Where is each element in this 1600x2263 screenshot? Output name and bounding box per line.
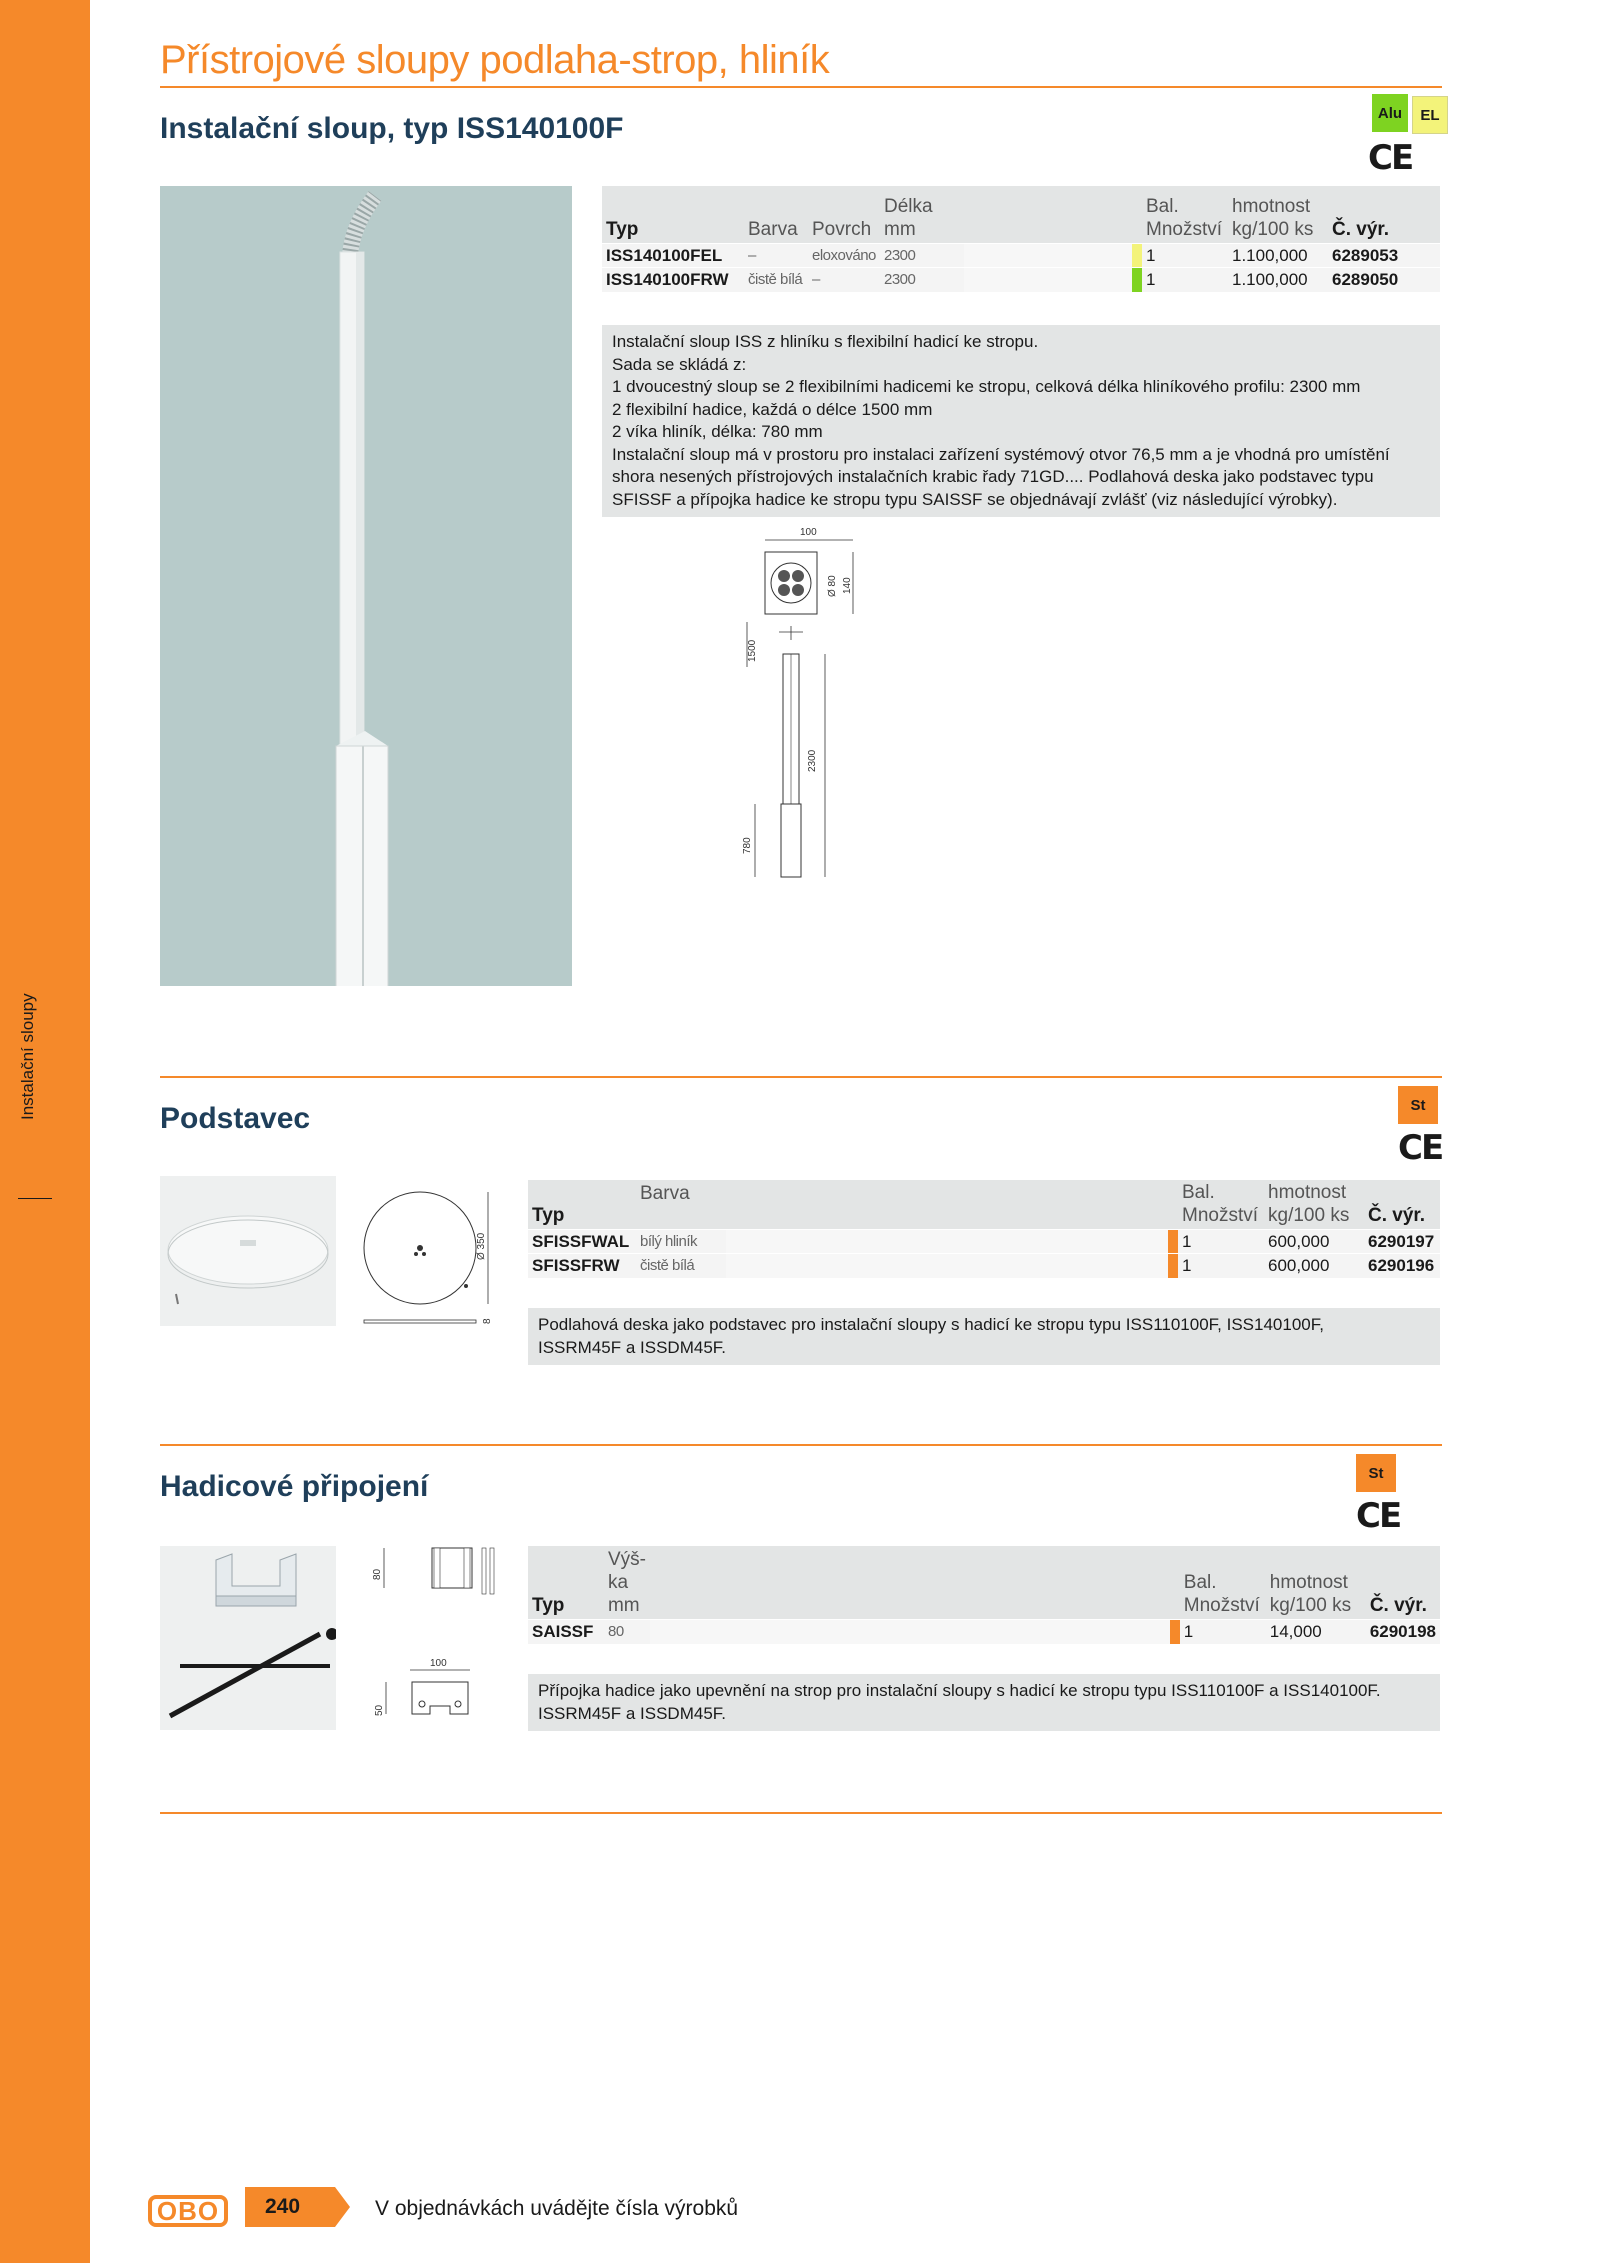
product-table-iss140100f	[602, 186, 1440, 292]
col-bal-line2: Množství	[1182, 1205, 1259, 1226]
cell-vyska: 80	[604, 1620, 650, 1644]
col-bal	[1178, 1180, 1264, 1230]
col-delka	[880, 186, 964, 244]
col-hmot-line1: hmotnost	[1268, 1182, 1347, 1203]
section-rule	[160, 1812, 1442, 1814]
col-barva: Barva	[744, 186, 808, 244]
cell-fill	[726, 1254, 1168, 1278]
description-line: Přípojka hadice jako upevnění na strop pro instalační sloupy s hadicí ke stropu typu ISS110100F a ISS140100F.	[538, 1681, 1381, 1700]
col-bal-line1: Bal.	[1182, 1182, 1215, 1203]
surface-color-mark	[1132, 268, 1142, 292]
product-photo-hose-connector	[160, 1546, 336, 1730]
material-color-mark	[1168, 1254, 1178, 1278]
cell-hmotnost: 600,000	[1264, 1230, 1364, 1254]
col-hmotnost	[1228, 186, 1328, 244]
section-rule	[160, 1444, 1442, 1446]
col-cvyr: Č. výr.	[1366, 1546, 1440, 1620]
section-title-podstavec: Podstavec	[160, 1102, 311, 1135]
dim-80: Ø 80	[827, 575, 838, 597]
cell-delka: 2300	[880, 268, 964, 292]
col-typ: Typ	[528, 1546, 604, 1620]
dim-50: 50	[374, 1704, 385, 1716]
col-barva: Barva	[636, 1180, 726, 1230]
description-line: Instalační sloup má v prostoru pro instalaci zařízení systémový otvor 76,5 mm a je vhodná pro umístění	[612, 444, 1390, 464]
description-line: 2 víka hliník, délka: 780 mm	[612, 422, 823, 441]
base-plate-illustration	[160, 1176, 336, 1326]
page-title: Přístrojové sloupy podlaha-strop, hliník	[160, 38, 830, 82]
col-hmot-line2: kg/100 ks	[1269, 1595, 1352, 1616]
cell-fill	[964, 268, 1132, 292]
description-line: 2 flexibilní hadice, každá o délce 1500 mm	[612, 399, 933, 419]
cell-cvyr: 6289050	[1328, 268, 1440, 292]
table-row	[528, 1620, 1440, 1644]
cell-barva: bílý hliník	[636, 1230, 726, 1254]
side-tick-mark	[18, 1198, 52, 1199]
sidebar-strip	[0, 0, 90, 2263]
col-hmot-line1: hmotnost	[1269, 1572, 1348, 1593]
col-fill	[726, 1180, 1168, 1230]
product-photo-column	[160, 186, 572, 986]
dim-780: 780	[742, 837, 753, 854]
hose-connector-illustration	[160, 1546, 336, 1730]
cell-typ: ISS140100FRW	[602, 268, 744, 292]
col-bal-line2: Množství	[1183, 1595, 1260, 1616]
dim-8: 8	[482, 1318, 493, 1324]
footer-note: V objednávkách uvádějte čísla výrobků	[375, 2197, 739, 2220]
description-line: ISSRM45F a ISSDM45F.	[538, 1703, 727, 1723]
cell-fill	[964, 244, 1132, 268]
col-typ: Typ	[602, 186, 744, 244]
ce-mark: CE	[1356, 1496, 1401, 1536]
col-bal	[1180, 1546, 1266, 1620]
dim-1500: 1500	[747, 639, 758, 662]
section-title-hadicove-pripojeni: Hadicové připojení	[160, 1470, 429, 1503]
col-cvyr: Č. výr.	[1364, 1180, 1440, 1230]
col-hmotnost	[1264, 1180, 1364, 1230]
description-line: 1 dvoucestný sloup se 2 flexibilními hadicemi ke stropu, celková délka hliníkového profilu: 2300 mm	[612, 377, 1361, 396]
title-rule	[160, 86, 1442, 88]
product-photo-base-plate	[160, 1176, 336, 1326]
description-line: Podlahová deska jako podstavec pro instalační sloupy s hadicí ke stropu typu ISS110100F, ISS140100F,	[538, 1315, 1324, 1334]
cell-hmotnost: 14,000	[1266, 1620, 1366, 1644]
cell-cvyr: 6290198	[1366, 1620, 1440, 1644]
product-description	[528, 1674, 1440, 1731]
col-hmot-line2: kg/100 ks	[1232, 219, 1314, 240]
cell-hmotnost: 1.100,000	[1228, 268, 1328, 292]
description-line: Sada se skládá z:	[612, 354, 747, 374]
dim-100: 100	[800, 527, 817, 538]
cell-povrch: –	[808, 268, 880, 292]
cell-typ: SFISSFRW	[528, 1254, 636, 1278]
obo-logo: OBO	[148, 2195, 228, 2227]
technical-drawing-hose-connector	[370, 1544, 500, 1744]
description-line: shora nesených přístrojových instalačních krabic řady 71GD.... Podlahová deska jako podstavec typu	[612, 467, 1374, 486]
product-table-podstavec	[528, 1180, 1440, 1278]
description-line: Instalační sloup ISS z hliníku s flexibilní hadicí ke stropu.	[612, 332, 1039, 351]
col-typ: Typ	[528, 1180, 636, 1230]
col-bal-line1: Bal.	[1183, 1572, 1217, 1593]
side-section-label: Instalační sloupy	[18, 993, 37, 1120]
cell-barva: –	[744, 244, 808, 268]
table-row	[602, 268, 1440, 292]
product-description	[528, 1308, 1440, 1365]
cell-fill	[650, 1620, 1170, 1644]
cell-typ: SFISSFWAL	[528, 1230, 636, 1254]
cell-cvyr: 6289053	[1328, 244, 1440, 268]
dim-2300: 2300	[807, 749, 818, 772]
col-mark	[1132, 186, 1142, 244]
product-description	[602, 325, 1440, 517]
cell-fill	[726, 1230, 1168, 1254]
col-vyska-line1: Výš-	[607, 1549, 646, 1570]
description-line: ISSRM45F a ISSDM45F.	[538, 1337, 727, 1357]
page-number-tab	[245, 2187, 350, 2227]
col-mark	[1170, 1546, 1180, 1620]
section-rule	[160, 1076, 1442, 1078]
cell-povrch: eloxováno	[808, 244, 880, 268]
cell-cvyr: 6290196	[1364, 1254, 1440, 1278]
col-mark	[1168, 1180, 1178, 1230]
cell-typ: SAISSF	[528, 1620, 604, 1644]
surface-badge-el: EL	[1412, 96, 1448, 134]
cell-delka: 2300	[880, 244, 964, 268]
col-fill	[650, 1546, 1170, 1620]
cell-hmotnost: 600,000	[1264, 1254, 1364, 1278]
cell-barva: čistě bílá	[636, 1254, 726, 1278]
col-bal-line2: Množství	[1146, 219, 1223, 240]
dim-100: 100	[430, 1658, 447, 1669]
col-cvyr: Č. výr.	[1328, 186, 1440, 244]
table-row	[602, 244, 1440, 268]
material-color-mark	[1168, 1230, 1178, 1254]
table-row	[528, 1254, 1440, 1278]
material-badge-st: St	[1356, 1454, 1396, 1492]
material-badge-alu: Alu	[1372, 94, 1408, 132]
dim-140: 140	[842, 577, 853, 594]
surface-color-mark	[1132, 244, 1142, 268]
col-vyska	[604, 1546, 650, 1620]
col-delka-line2: mm	[884, 219, 916, 240]
cell-bal: 1	[1178, 1230, 1264, 1254]
column-illustration	[160, 186, 572, 986]
cell-cvyr: 6290197	[1364, 1230, 1440, 1254]
page-number: 240	[265, 2195, 301, 2218]
cell-typ: ISS140100FEL	[602, 244, 744, 268]
cell-bal: 1	[1142, 244, 1228, 268]
col-povrch: Povrch	[808, 186, 880, 244]
col-bal-line1: Bal.	[1146, 196, 1179, 217]
material-color-mark	[1170, 1620, 1180, 1644]
ce-mark: CE	[1368, 138, 1413, 178]
section-title-iss140100f: Instalační sloup, typ ISS140100F	[160, 112, 624, 145]
technical-drawing-base-plate	[360, 1186, 500, 1336]
dim-80: 80	[372, 1568, 383, 1580]
product-table-hadicove-pripojeni	[528, 1546, 1440, 1644]
col-hmot-line1: hmotnost	[1232, 196, 1311, 217]
material-badge-st: St	[1398, 1086, 1438, 1124]
col-vyska-line3: mm	[607, 1595, 640, 1616]
col-vyska-line2: ka	[607, 1572, 629, 1593]
col-hmotnost	[1266, 1546, 1366, 1620]
col-delka-line1: Délka	[884, 196, 933, 217]
col-bal	[1142, 186, 1228, 244]
description-line: SFISSF a přípojka hadice ke stropu typu SAISSF se objednávají zvlášť (viz následující výrobky).	[612, 489, 1338, 509]
cell-hmotnost: 1.100,000	[1228, 244, 1328, 268]
cell-barva: čistě bílá	[744, 268, 808, 292]
technical-drawing-column	[735, 522, 875, 882]
cell-bal: 1	[1142, 268, 1228, 292]
cell-bal: 1	[1178, 1254, 1264, 1278]
col-hmot-line2: kg/100 ks	[1268, 1205, 1350, 1226]
cell-bal: 1	[1180, 1620, 1266, 1644]
col-fill	[964, 186, 1132, 244]
table-row	[528, 1230, 1440, 1254]
dim-350: Ø 350	[476, 1232, 487, 1260]
ce-mark: CE	[1398, 1128, 1443, 1168]
